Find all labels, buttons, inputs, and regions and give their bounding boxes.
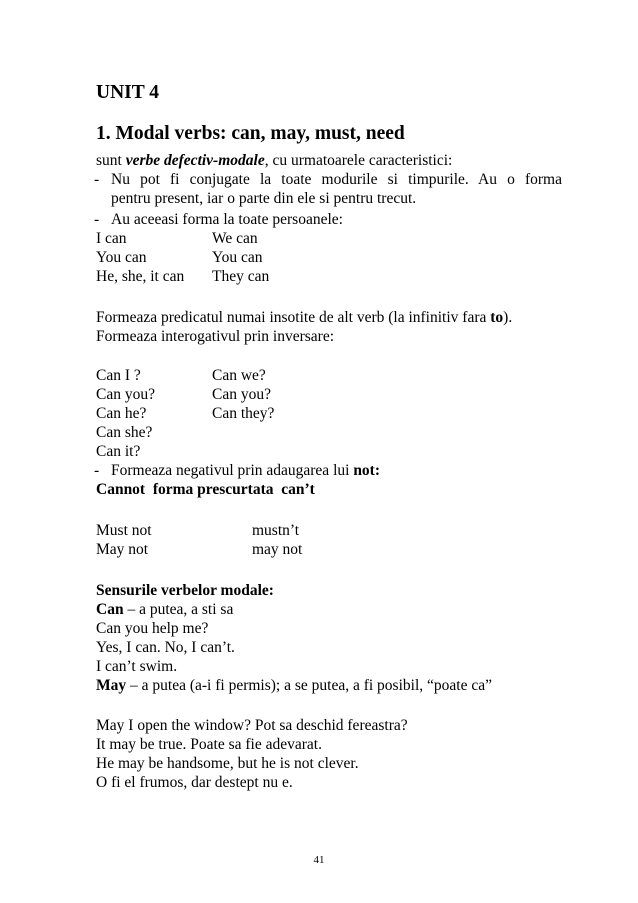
intro-term: verbe defectiv-modale: [125, 152, 265, 169]
may-word: May: [96, 677, 127, 694]
conjugation-right: We can: [212, 230, 258, 247]
intro-pre: sunt: [96, 152, 126, 169]
question-left: Can it?: [96, 443, 141, 460]
conjugation-right: They can: [212, 268, 270, 285]
example-line: He may be handsome, but he is not clever.: [96, 755, 359, 772]
negative-pre: Formeaza negativul prin adaugarea lui: [111, 462, 354, 479]
negative-line: [96, 462, 380, 480]
conjugation-row: [96, 268, 270, 286]
question-row: [96, 443, 140, 461]
conjugation-left: I can: [96, 230, 127, 247]
bullet-1-line-1: Nu pot fi conjugate la toate modurile si timpurile. Au o forma: [111, 171, 562, 188]
predicate-bold: to: [490, 309, 504, 326]
can-meaning: – a putea, a sti sa: [123, 601, 234, 618]
negative-left: Must not: [96, 522, 152, 539]
bullet-2: [96, 211, 343, 229]
bullet-1-line-2: pentru present, iar o parte din ele si pentru trecut.: [111, 190, 417, 207]
negative-right: mustn’t: [252, 522, 300, 539]
negative-bold: not:: [353, 462, 381, 479]
negative-right: may not: [252, 541, 303, 558]
question-left: Can he?: [96, 405, 147, 422]
question-right: Can we?: [212, 367, 266, 384]
negative-row: [96, 522, 300, 540]
conjugation-right: You can: [212, 249, 263, 266]
conjugation-left: You can: [96, 249, 147, 266]
example-line: I can’t swim.: [96, 658, 178, 675]
bullet-dash: -: [94, 462, 100, 479]
bullet-2-text: Au aceeasi forma la toate persoanele:: [111, 211, 343, 228]
question-left: Can you?: [96, 386, 155, 403]
interrogative-line: Formeaza interogativul prin inversare:: [96, 328, 335, 345]
predicate-post: ).: [503, 309, 513, 326]
unit-title: UNIT 4: [96, 82, 160, 103]
conjugation-row: [96, 230, 258, 248]
question-left: Can I ?: [96, 367, 141, 384]
intro-post: , cu urmatoarele caracteristici:: [264, 152, 453, 169]
question-right: Can they?: [212, 405, 275, 422]
page-number: 41: [313, 854, 325, 866]
may-meaning: – a putea (a-i fi permis); a se putea, a fi posibil, “poate ca”: [126, 677, 492, 694]
example-line: Can you help me?: [96, 620, 209, 637]
senses-heading: Sensurile verbelor modale:: [96, 582, 274, 599]
predicate-line: [96, 309, 512, 327]
cannot-line: Cannot forma prescurtata can’t: [96, 481, 315, 498]
section-title: 1. Modal verbs: can, may, must, need: [96, 123, 405, 144]
example-line: It may be true. Poate sa fie adevarat.: [96, 736, 322, 753]
question-row: [96, 367, 266, 385]
bullet-dash: -: [94, 171, 100, 188]
conjugation-row: [96, 249, 263, 267]
example-line: Yes, I can. No, I can’t.: [96, 639, 235, 656]
example-line: O fi el frumos, dar destept nu e.: [96, 774, 293, 791]
question-row: [96, 386, 271, 404]
can-word: Can: [96, 601, 124, 618]
negative-left: May not: [96, 541, 149, 558]
bullet-dash: -: [94, 211, 100, 228]
intro-line: [96, 152, 452, 170]
can-sense: [96, 601, 233, 619]
question-row: [96, 405, 275, 423]
example-line: May I open the window? Pot sa deschid fereastra?: [96, 717, 408, 734]
question-row: [96, 424, 152, 442]
conjugation-left: He, she, it can: [96, 268, 185, 285]
negative-row: [96, 541, 303, 559]
predicate-pre: Formeaza predicatul numai insotite de alt verb (la infinitiv fara: [96, 309, 491, 326]
bullet-1: [96, 171, 562, 189]
question-left: Can she?: [96, 424, 153, 441]
question-right: Can you?: [212, 386, 271, 403]
may-sense: [96, 677, 492, 695]
